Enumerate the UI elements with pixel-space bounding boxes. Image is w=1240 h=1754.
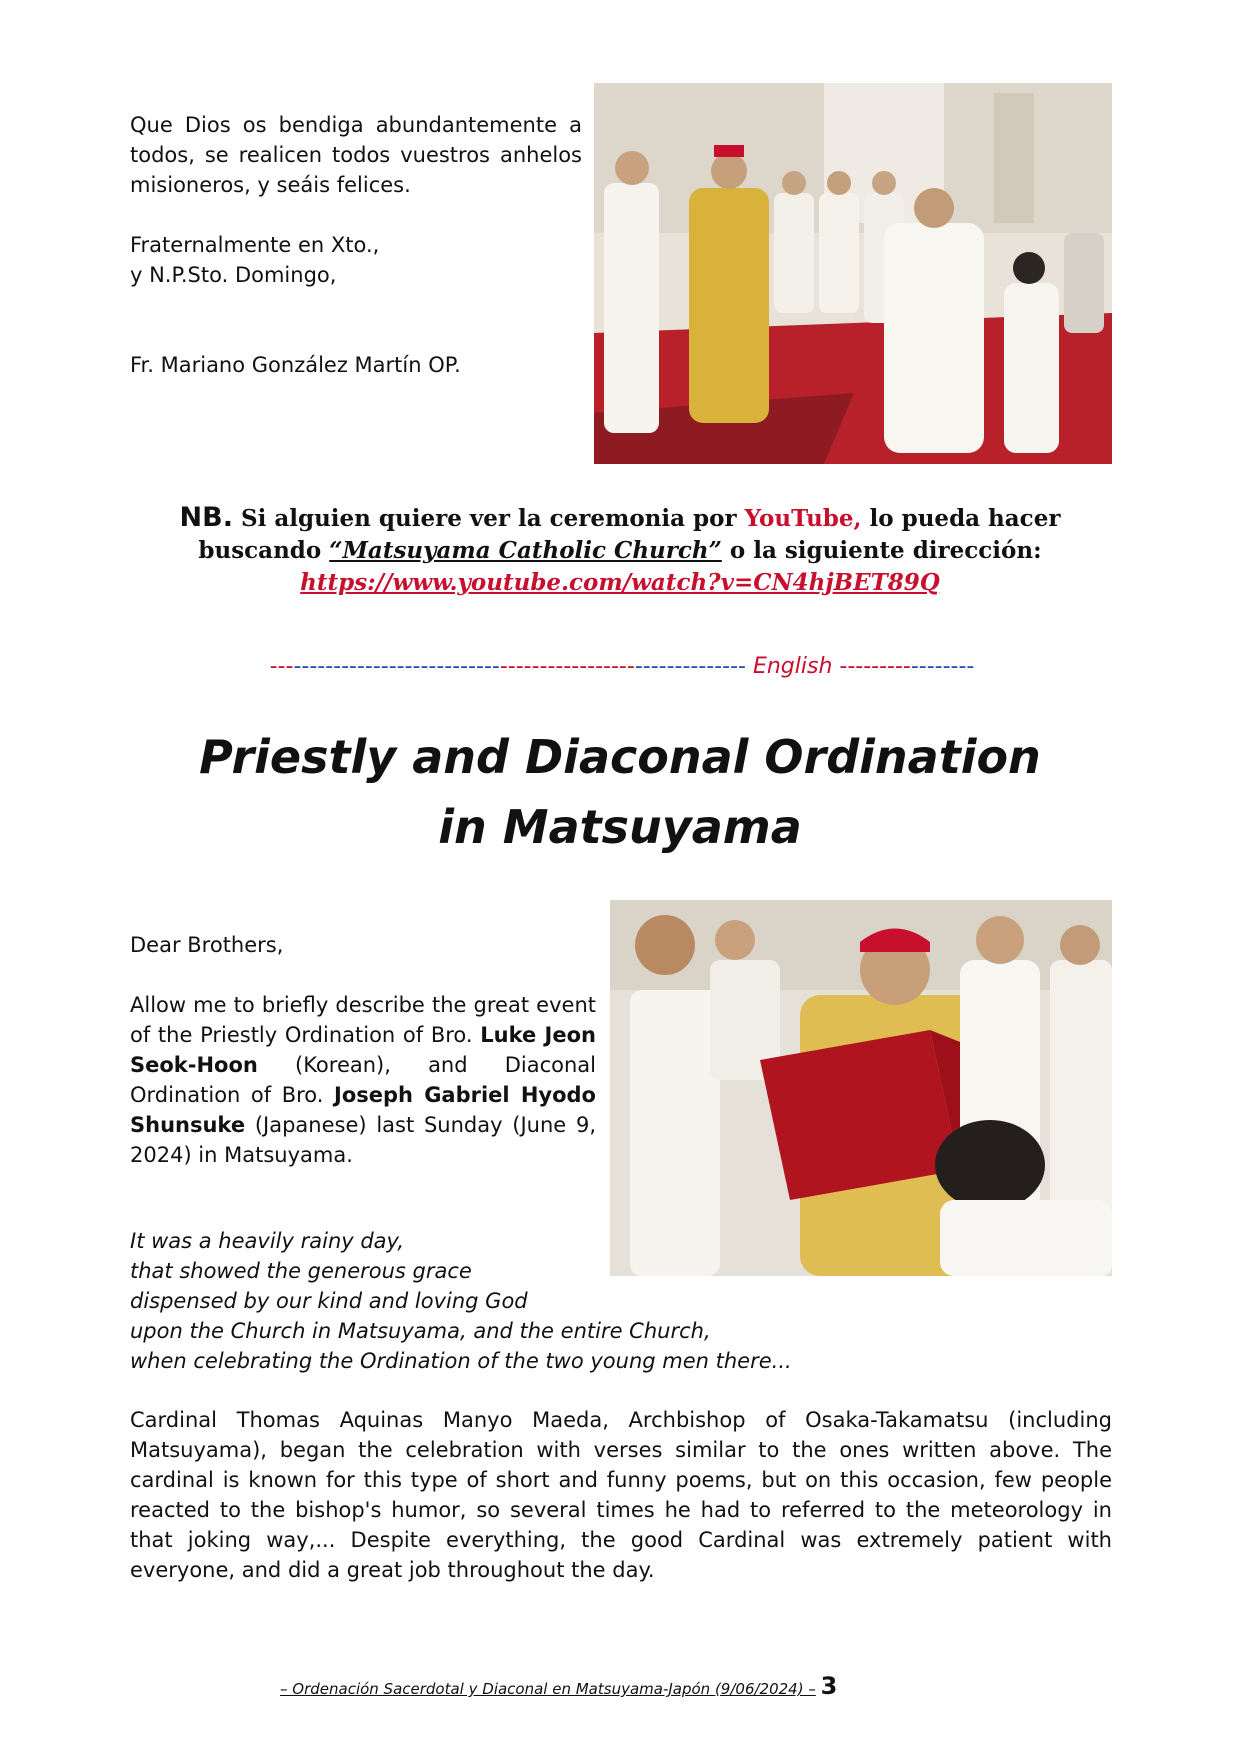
verse-line-3: dispensed by our kind and loving God (130, 1289, 528, 1313)
nb-search-term: “Matsuyama Catholic Church” (329, 537, 722, 564)
divider-dash-blue-1: -------------------------- (293, 654, 500, 679)
intro-text-1: Allow me to briefly describe the great event of the Priestly Ordination of Bro. (130, 993, 596, 1047)
article-title-line-2: in Matsuyama (438, 800, 802, 854)
ordinand-name-1: Luke Jeon Seok-Hoon (130, 1023, 596, 1077)
verse-line-1: It was a heavily rainy day, (130, 1229, 405, 1253)
article-body (130, 1405, 1112, 1585)
language-divider (152, 654, 1092, 679)
page-number: 3 (820, 1672, 838, 1700)
divider-dash-red-2: ----------------- (499, 654, 635, 679)
ordinand-name-2: Joseph Gabriel Hyodo Shunsuke (130, 1083, 596, 1137)
nb-youtube: YouTube, (744, 505, 862, 532)
page-footer (280, 1672, 980, 1700)
divider-dash-red-1: --- (269, 654, 294, 679)
closing-signature: Fr. Mariano González Martín OP. (130, 353, 461, 377)
nb-text-3: buscando (198, 537, 322, 564)
verse-line-4: upon the Church in Matsuyama, and the entire Church, (130, 1319, 711, 1343)
salutation: Dear Brothers, (130, 933, 284, 957)
verse-line-2: that showed the generous grace (130, 1259, 472, 1283)
verse-block (130, 1226, 1110, 1376)
intro-paragraph (130, 990, 596, 1170)
nb-text-2: lo pueda hacer (869, 505, 1061, 532)
verse-line-5: when celebrating the Ordination of the two young men there... (130, 1349, 792, 1373)
intro-text-2: (Korean), and Diaconal Ordination of Bro. (130, 1053, 596, 1107)
closing-blessing: Que Dios os bendiga abundantemente a todos, se realicen todos vuestros anhelos misioneros, y seáis felices. (130, 113, 582, 197)
ceremony-photo-top (594, 83, 1112, 464)
closing-greeting-2: y N.P.Sto. Domingo, (130, 263, 337, 287)
divider-label: English (752, 654, 833, 679)
nb-label: NB. (179, 502, 233, 533)
closing-block (130, 110, 582, 380)
divider-dash-blue-3: -------- (910, 654, 975, 679)
intro-text-3: (Japanese) last Sunday (June 9, 2024) in Matsuyama. (130, 1113, 596, 1167)
divider-dash-blue-2: -------------- (634, 654, 746, 679)
article-intro (130, 930, 596, 1170)
body-paragraph: Cardinal Thomas Aquinas Manyo Maeda, Archbishop of Osaka-Takamatsu (including Matsuyama), began the celebration with verses similar to the ones written above. The cardinal is known for this type of short and funny poems, but on this occasion, few people reacted to the bishop's humor, so several times he had to referred to the meteorology in that joking way,... Despite everything, the good Cardinal was extremely patient with everyone, and did a great job throughout the day. (130, 1408, 1112, 1582)
youtube-link[interactable]: https://www.youtube.com/watch?v=CN4hjBET89Q (300, 569, 940, 596)
youtube-note (150, 502, 1090, 599)
article-title-line-1: Priestly and Diaconal Ordination (199, 730, 1041, 784)
divider-dash-red-3: --------- (839, 654, 911, 679)
nb-text-1: Si alguien quiere ver la ceremonia por (241, 505, 737, 532)
closing-greeting-1: Fraternalmente en Xto., (130, 233, 380, 257)
footer-text: – Ordenación Sacerdotal y Diaconal en Matsuyama-Japón (9/06/2024) – (280, 1680, 816, 1698)
ceremony-photo-bottom (610, 900, 1112, 1276)
article-title (150, 722, 1090, 862)
nb-text-4: o la siguiente dirección: (729, 537, 1042, 564)
